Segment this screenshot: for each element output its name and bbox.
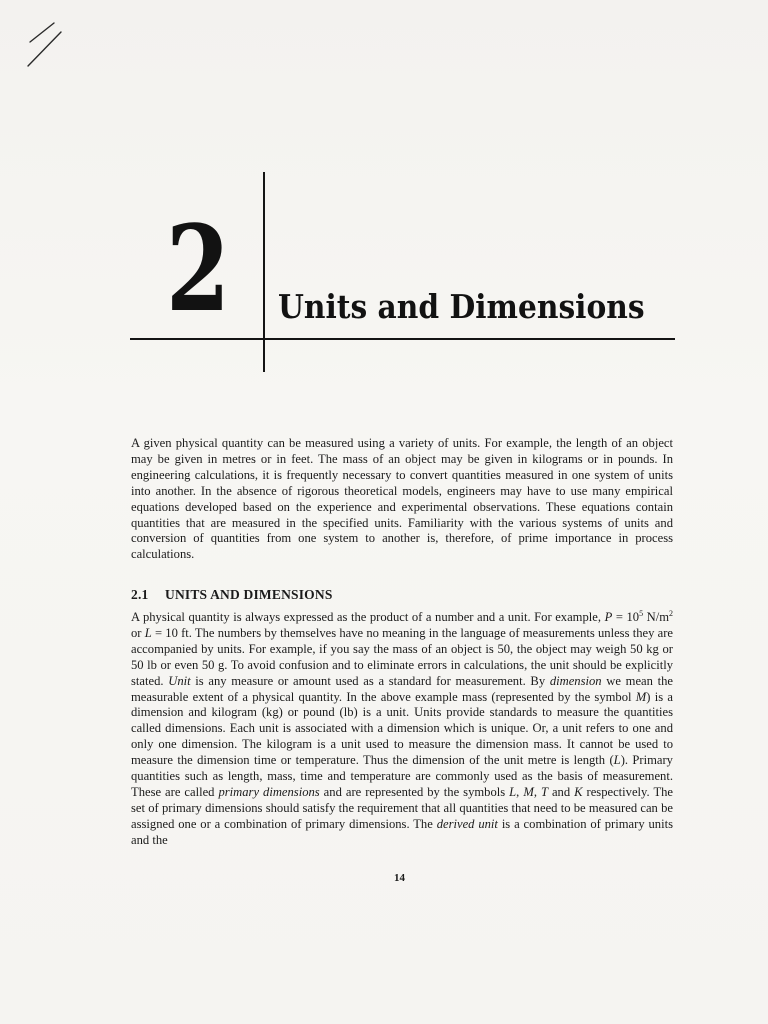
intro-paragraph: A given physical quantity can be measured using a variety of units. For example, the length of an object may be given in metres or in feet. The mass of an object may be given in kilograms or in pounds. In engineering calculations, it is frequently necessary to convert quantities measured in one system of units into another. In the absence of rigorous theoretical models, engineers may have to use many empirical equations developed based on the experience and experimental observations. These equations contain quantities that are measured in the specified units. Familiarity with the various systems of units and conversion of quantities from one system to another is, therefore, of prime importance in process calculations. <box>131 436 673 562</box>
term-primary-dimensions: primary dimensions <box>218 784 320 799</box>
chapter-number: 2 <box>166 199 229 338</box>
chapter-horizontal-rule <box>130 338 675 340</box>
page-number: 14 <box>394 872 405 884</box>
section-heading <box>131 587 333 603</box>
term-dimension: dimension <box>549 673 602 688</box>
chapter-title: Units and Dimensions <box>278 287 645 326</box>
pen-mark-icon <box>24 20 74 75</box>
section-number: 2.1 <box>131 587 149 602</box>
term-derived-unit: derived unit <box>436 816 498 831</box>
section-paragraph: A physical quantity is always expressed as the product of a number and a unit. For example, $P = 10^5$ $N/m^2$ or L = 10 ft. The numbers by themselves have no meaning in the language of measurements unless they are accompanied by units. For example, if you say the mass of an object is 50, the object may weigh 50 kg or 50 lb or even 50 g. To avoid confusion and to eliminate errors in calculations, the unit should be explicitly stated. Unit is any measure or amount used as a standard for measurement. By dimension we mean the measurable extent of a physical quantity. In the above example mass (represented by the symbol M) is a dimension and kilogram (kg) or pound (lb) is a unit. Units provide standards to measure the quantities called dimensions. Each unit is associated with a dimension which is unique. Or, a unit refers to one and only one dimension. The kilogram is a unit used to measure the dimension mass. It cannot be used to measure the dimension time or temperature. Thus the dimension of the unit metre is length (L). Primary quantities such as length, mass, time and temperature are commonly used as the basis of measurement. These are called primary dimensions and are represented by the symbols L, M, T and K respectively. The set of primary dimensions should satisfy the requirement that all quantities that need to be measured can be assigned one or a combination of primary dimensions. The derived unit is a combination of primary units and the <box>131 608 674 847</box>
chapter-vertical-rule <box>263 172 265 372</box>
term-unit: Unit <box>168 673 191 688</box>
section-heading-text: UNITS AND DIMENSIONS <box>165 587 333 602</box>
